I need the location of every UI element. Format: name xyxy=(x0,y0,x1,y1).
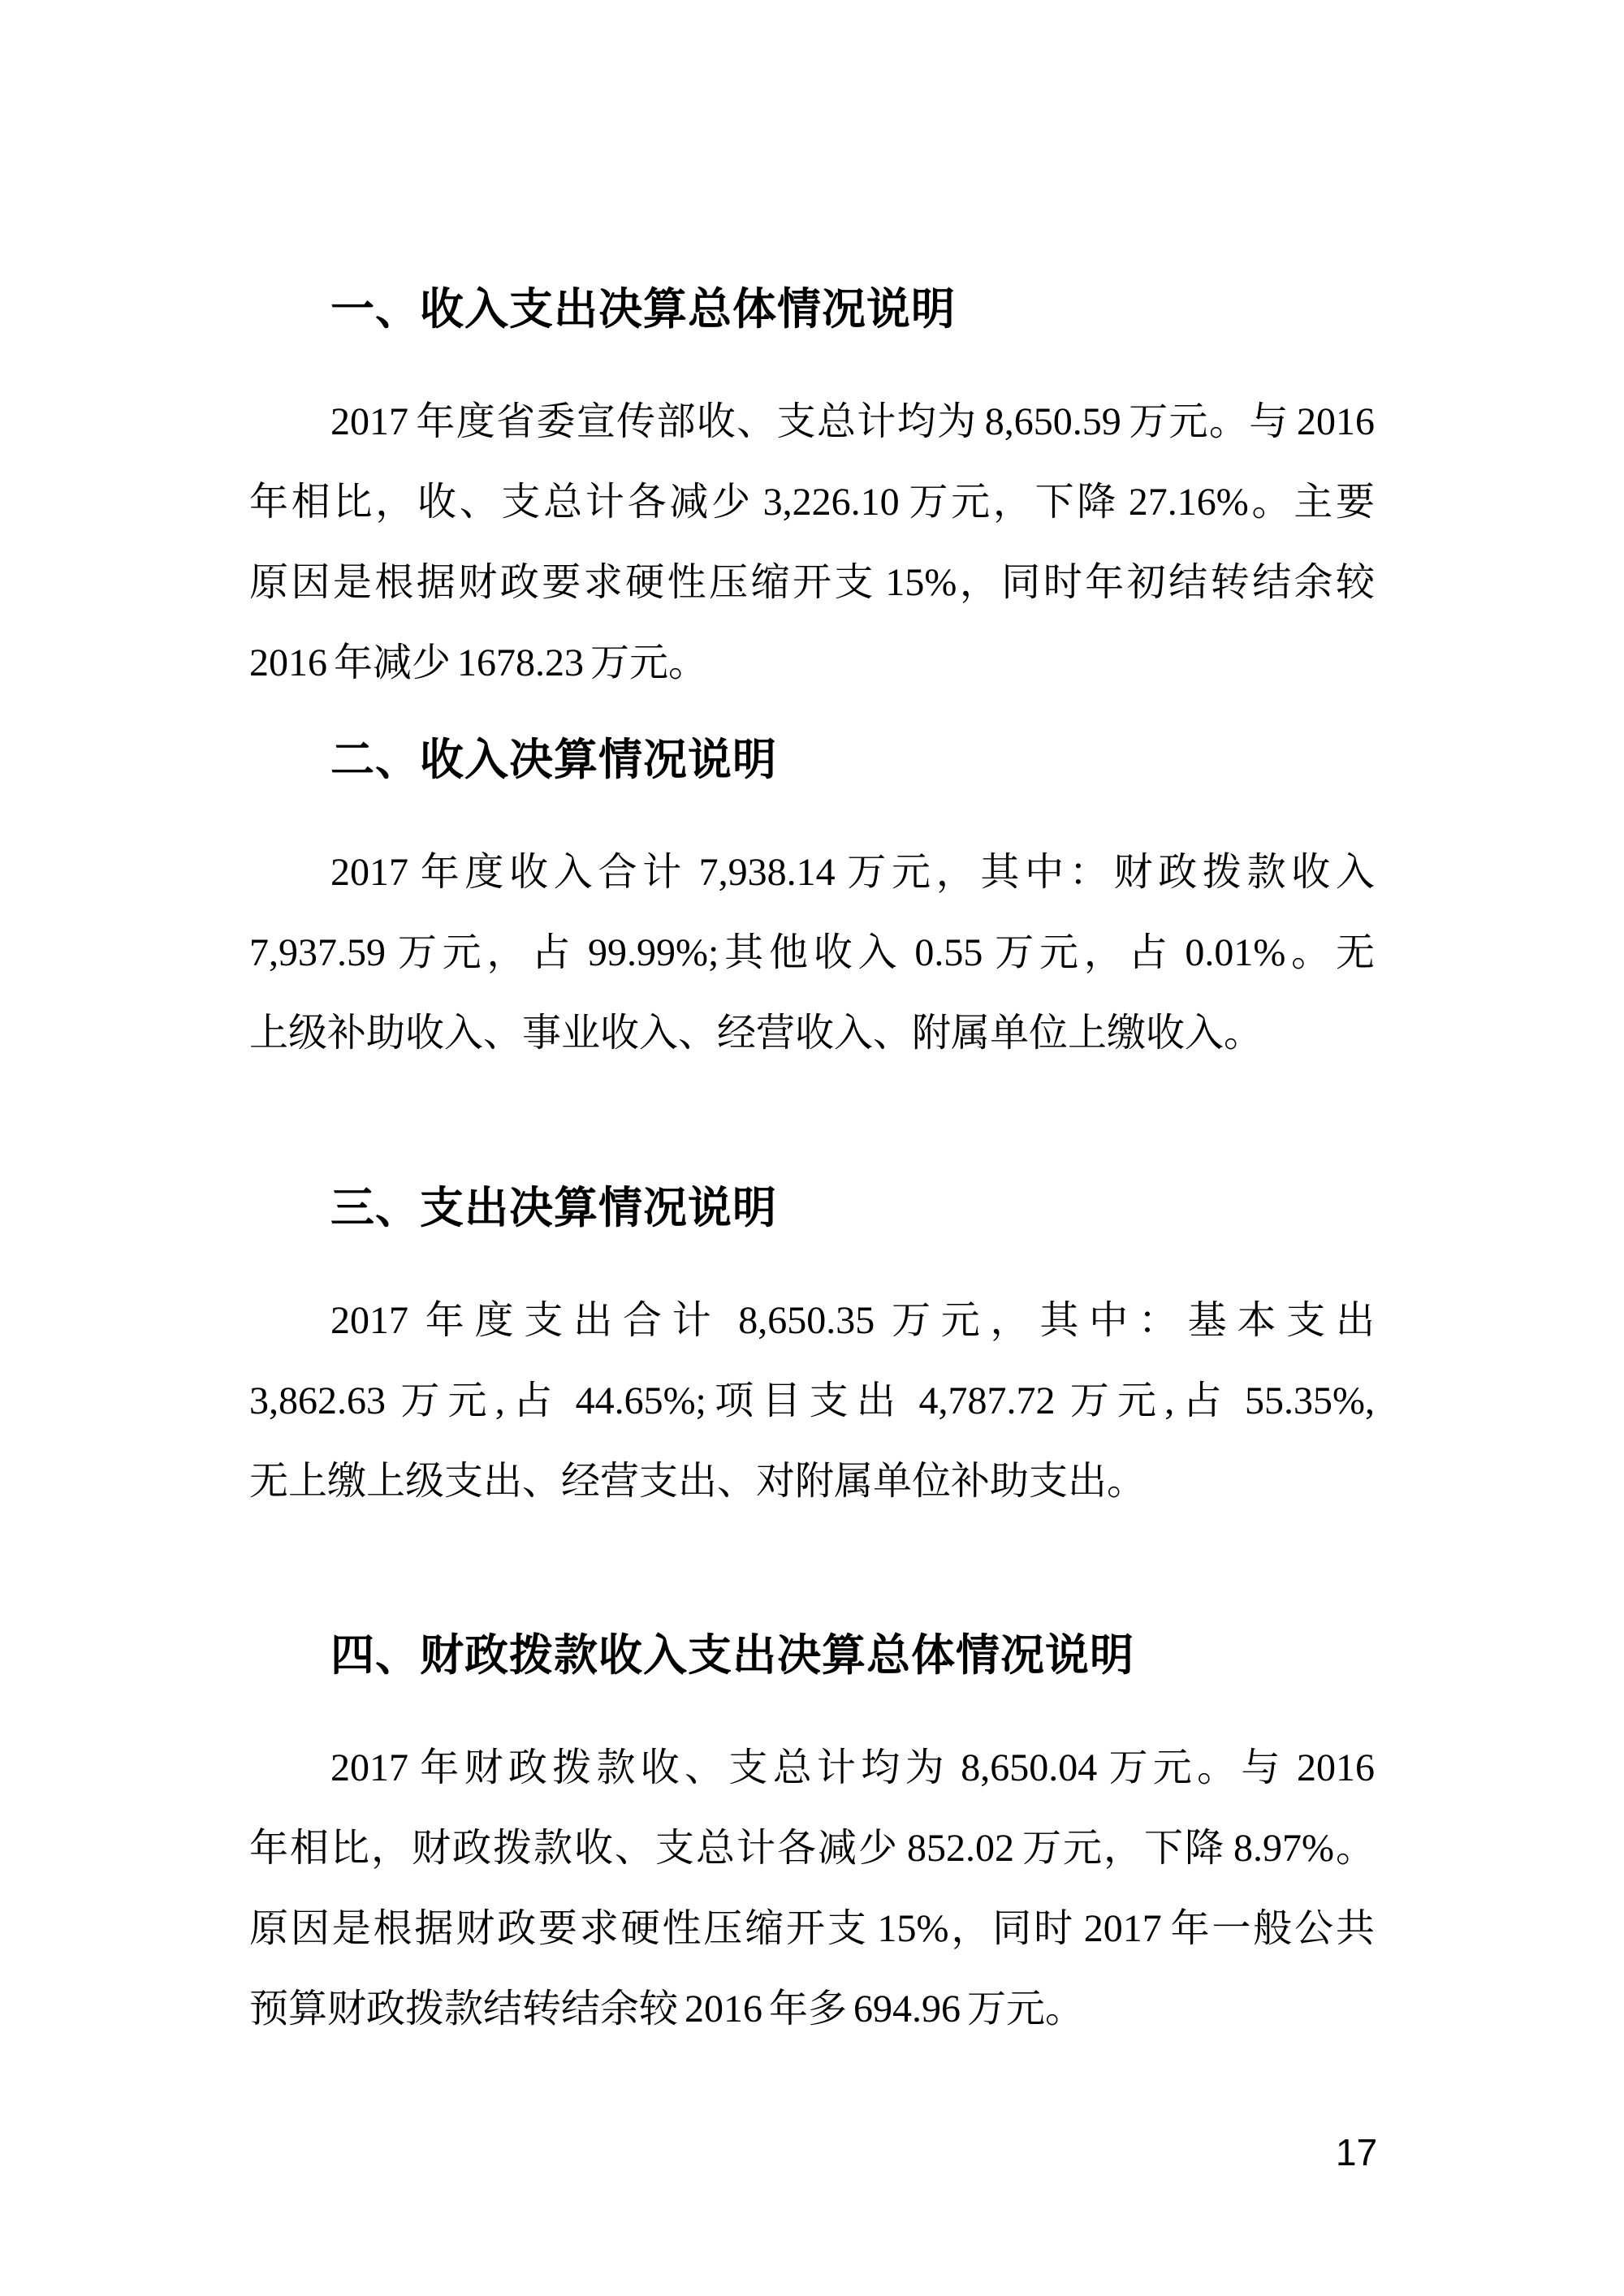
section-paragraph xyxy=(249,832,1375,1073)
paragraph-line: 7,937.59 万元，占 99.99%;其他收入 0.55 万元，占 0.01%。无 xyxy=(249,931,1375,974)
paragraph-line: 2016 年减少 1678.23 万元。 xyxy=(249,641,708,684)
paragraph-line: 原因是根据财政要求硬性压缩开支 15%，同时年初结转结余较 xyxy=(249,561,1375,604)
paragraph-line: 上级补助收入、事业收入、经营收入、附属单位上缴收入。 xyxy=(249,1012,1263,1055)
paragraph-line: 年相比，收、支总计各减少 3,226.10 万元，下降 27.16%。主要 xyxy=(249,481,1375,524)
paragraph-line: 2017 年财政拨款收、支总计均为 8,650.04 万元。与 2016 xyxy=(330,1746,1375,1789)
section-income-expenditure-overview xyxy=(249,270,1375,703)
section-paragraph xyxy=(249,382,1375,703)
paragraph-line: 无上缴上级支出、经营支出、对附属单位补助支出。 xyxy=(249,1460,1147,1503)
section-fiscal-appropriation-overview xyxy=(249,1616,1375,2049)
paragraph-line: 3,862.63 万元,占 44.65%;项目支出 4,787.72 万元,占 55.35%, xyxy=(249,1379,1375,1422)
paragraph-line: 原因是根据财政要求硬性压缩开支 15%，同时 2017 年一般公共 xyxy=(249,1907,1375,1950)
section-heading: 二、收入决算情况说明 xyxy=(330,736,777,784)
paragraph-line: 2017 年度支出合计 8,650.35 万元，其中：基本支出 xyxy=(330,1299,1375,1342)
section-paragraph xyxy=(249,1728,1375,2049)
section-paragraph xyxy=(249,1280,1375,1521)
section-heading: 四、财政拨款收入支出决算总体情况说明 xyxy=(330,1631,1134,1680)
section-heading: 三、支出决算情况说明 xyxy=(330,1184,777,1232)
paragraph-line: 2017 年度收入合计 7,938.14 万元，其中：财政拨款收入 xyxy=(330,851,1375,894)
section-heading: 一、收入支出决算总体情况说明 xyxy=(330,285,956,334)
section-income-final-accounts xyxy=(249,720,1375,1073)
paragraph-line: 预算财政拨款结转结余较 2016 年多 694.96 万元。 xyxy=(249,1987,1085,2031)
paragraph-line: 年相比，财政拨款收、支总计各减少 852.02 万元，下降 8.97%。 xyxy=(249,1827,1375,1870)
paragraph-line: 2017 年度省委宣传部收、支总计均为 8,650.59 万元。与 2016 xyxy=(330,400,1375,443)
page-number: 17 xyxy=(1336,2131,1378,2173)
section-expenditure-final-accounts xyxy=(249,1168,1375,1521)
report-body xyxy=(249,0,1375,2049)
